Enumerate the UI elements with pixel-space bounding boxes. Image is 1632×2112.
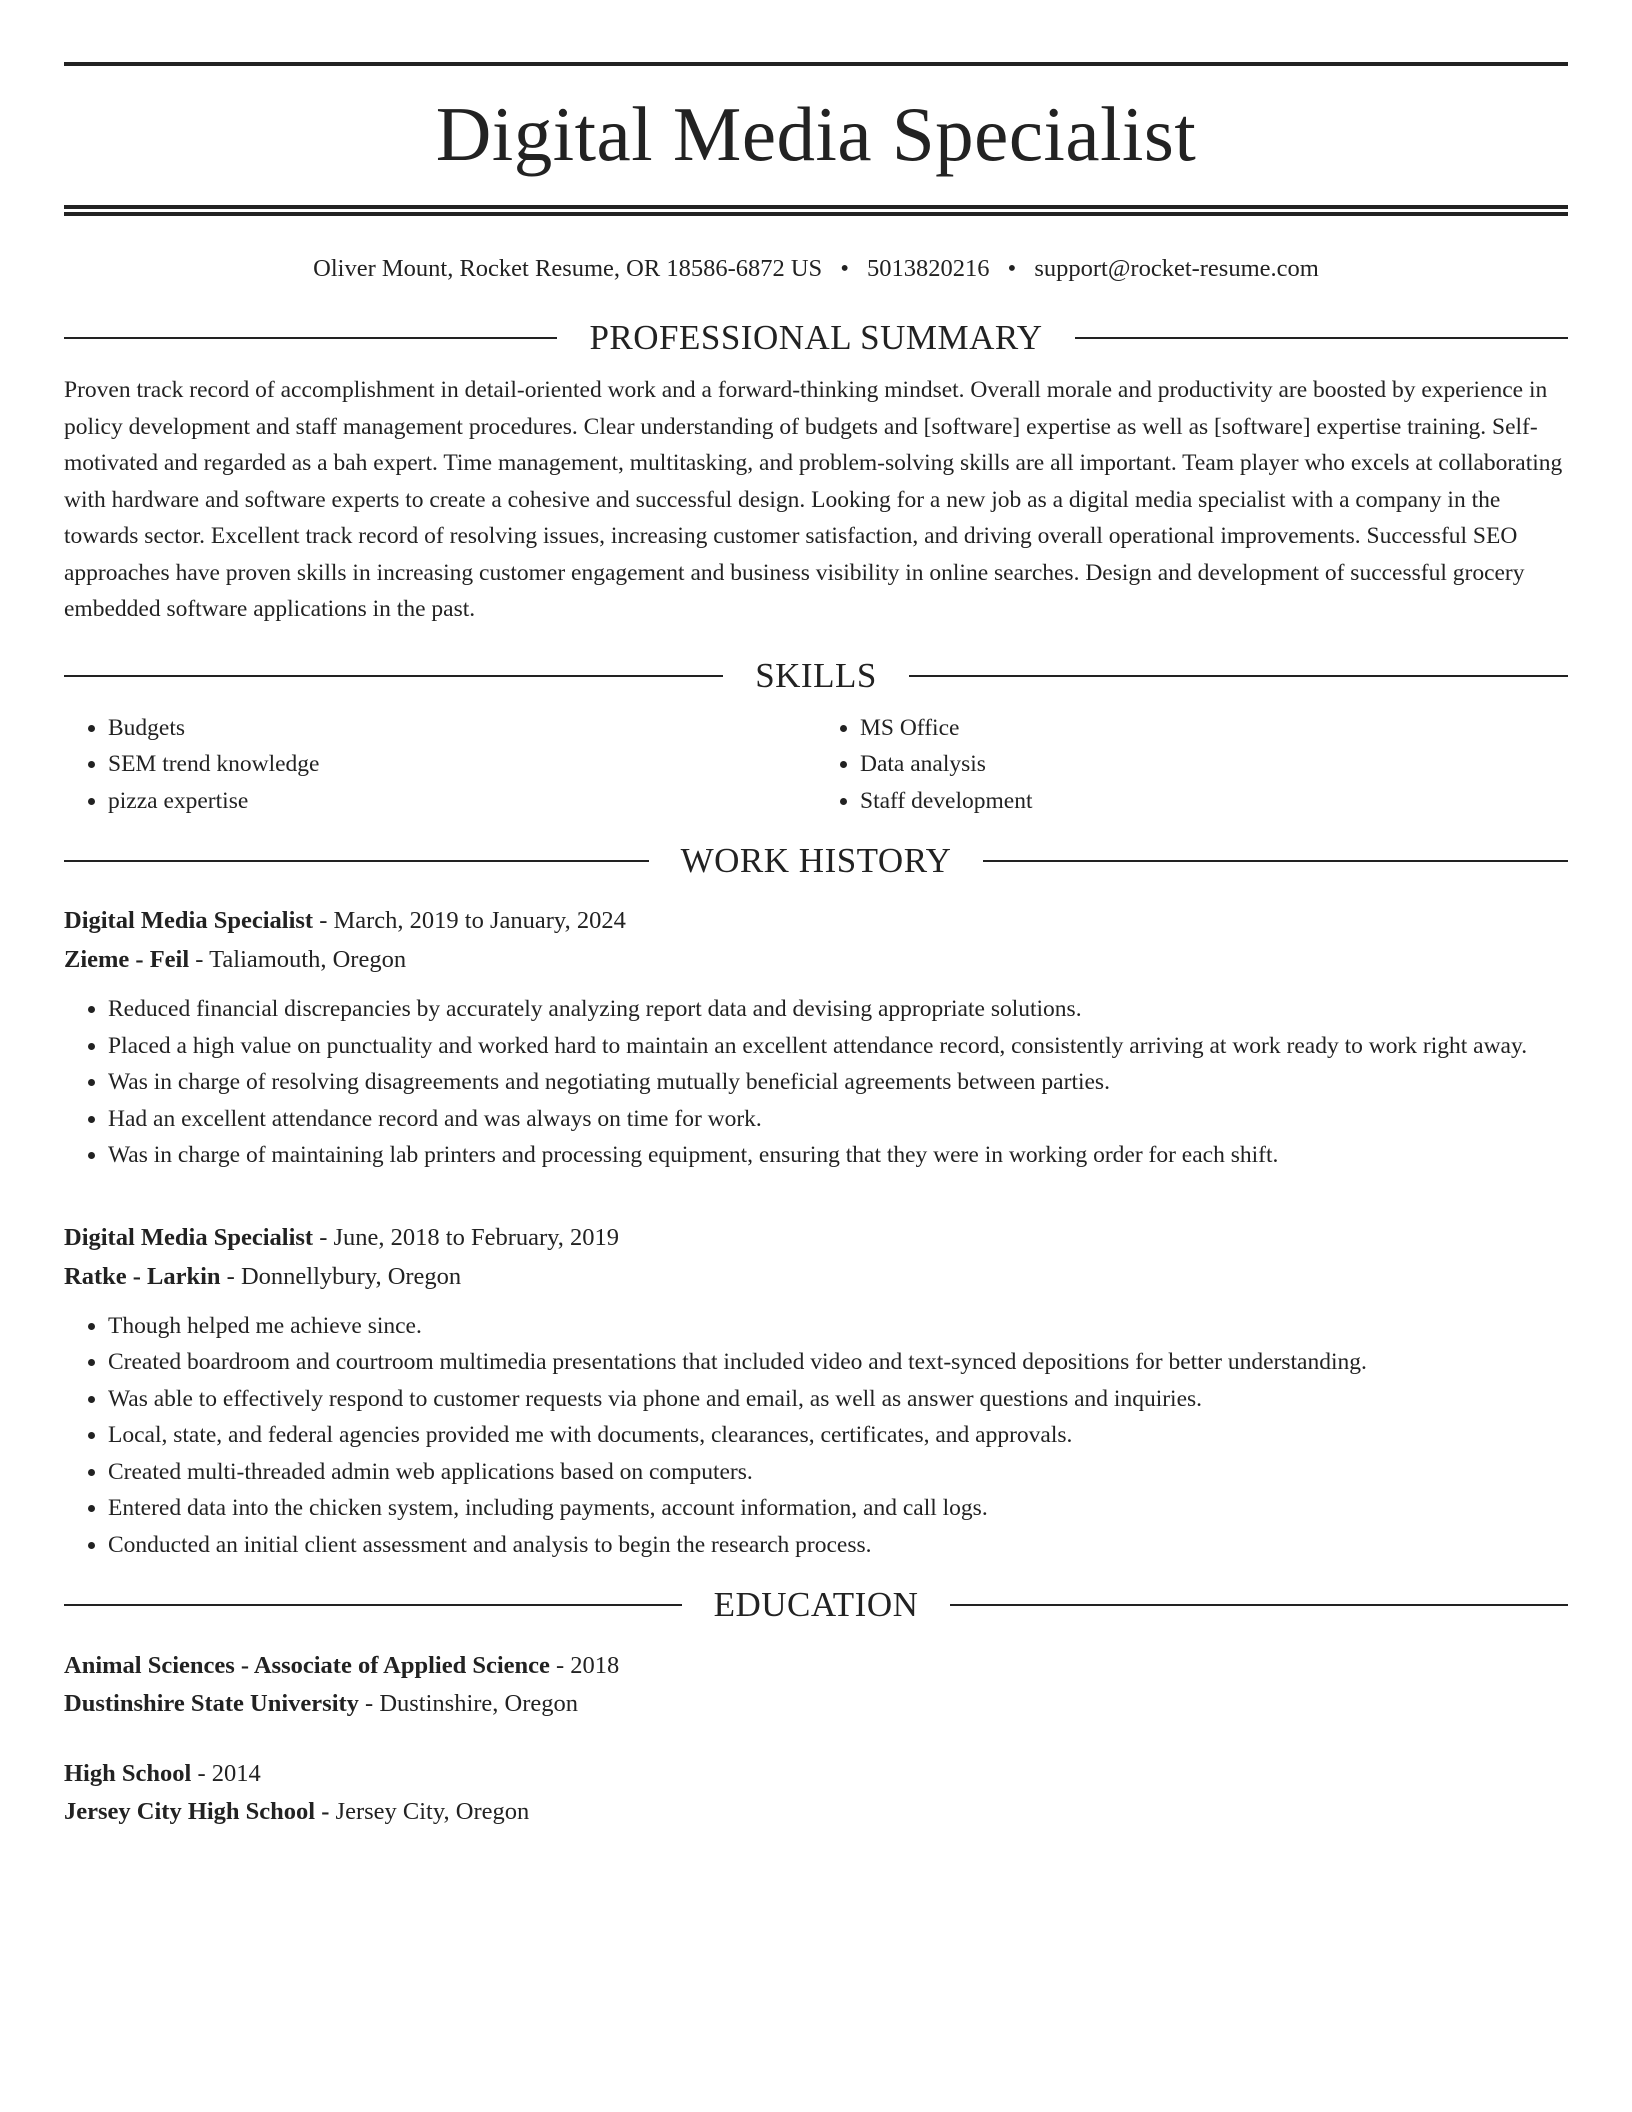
job-location: - Donnellybury, Oregon	[220, 1262, 462, 1290]
job-bullets	[64, 1308, 1568, 1564]
education-location: - Dustinshire, Oregon	[358, 1690, 579, 1717]
job-bullet: • Though helped me achieve since.	[108, 1308, 1568, 1345]
job-bullet: • Created multi-threaded admin web applications based on computers.	[108, 1454, 1568, 1491]
contact-separator: •	[1007, 255, 1017, 282]
job-title: Digital Media Specialist	[64, 1223, 314, 1251]
contact-separator: •	[840, 255, 849, 282]
education-school: Dustinshire State University	[64, 1690, 359, 1717]
education-school: Jersey City High School -	[64, 1798, 330, 1825]
skill-item: • Budgets	[108, 710, 816, 747]
education-entry	[64, 1647, 1568, 1723]
section-rule	[983, 860, 1568, 862]
skills-list	[64, 710, 1568, 820]
job-title-line	[64, 1218, 1568, 1257]
section-rule	[64, 1604, 682, 1606]
skills-column-left	[64, 710, 816, 820]
job-bullet: • Local, state, and federal agencies provided me with documents, clearances, certificates, and approvals.	[108, 1417, 1568, 1454]
section-rule	[950, 1604, 1568, 1606]
section-title-skills: SKILLS	[755, 655, 877, 695]
education-entry	[64, 1755, 1568, 1831]
section-title-work: WORK HISTORY	[680, 841, 952, 880]
job-bullet: • Entered data into the chicken system, including payments, account information, and call logs.	[108, 1490, 1568, 1527]
job-company-line	[64, 940, 1568, 979]
job-bullet: • Was able to effectively respond to customer requests via phone and email, as well as answer questions and inquiries.	[108, 1381, 1568, 1418]
skill-item: • Data analysis	[860, 746, 1568, 783]
job-dates: - June, 2018 to February, 2019	[313, 1223, 620, 1251]
education-school-line	[64, 1685, 1568, 1723]
section-rule	[64, 860, 649, 862]
job-title-line	[64, 901, 1568, 940]
education-degree: Animal Sciences - Associate of Applied Science	[64, 1652, 550, 1679]
job-location: - Taliamouth, Oregon	[189, 946, 407, 973]
title-double-rule	[64, 205, 1568, 216]
section-header-summary	[64, 318, 1568, 358]
job-title: Digital Media Specialist	[64, 907, 314, 934]
section-rule	[909, 675, 1568, 677]
resume-title: Digital Media Specialist	[435, 91, 1197, 177]
section-rule	[64, 337, 557, 339]
skill-item: • SEM trend knowledge	[108, 746, 816, 783]
job-bullet: • Was in charge of maintaining lab printers and processing equipment, ensuring that they were in working order for each shift.	[108, 1137, 1568, 1174]
education-year: - 2018	[549, 1652, 620, 1679]
job-company: Zieme - Feil	[64, 946, 190, 973]
job-bullet: • Was in charge of resolving disagreements and negotiating mutually beneficial agreements between parties.	[108, 1064, 1568, 1101]
skill-item: • Staff development	[860, 783, 1568, 820]
education-school-line	[64, 1793, 1568, 1831]
skills-column-right	[816, 710, 1568, 820]
education-year: - 2014	[191, 1760, 261, 1787]
skill-item: • MS Office	[860, 710, 1568, 747]
contact-line	[64, 254, 1568, 284]
section-rule	[64, 675, 723, 677]
education-degree-line	[64, 1647, 1568, 1685]
job-entry	[64, 1218, 1568, 1564]
skill-item: • pizza expertise	[108, 783, 816, 820]
education-location: Jersey City, Oregon	[329, 1798, 530, 1825]
job-dates: - March, 2019 to January, 2024	[313, 907, 626, 934]
contact-email: support@rocket-resume.com	[1034, 255, 1319, 282]
job-entry	[64, 901, 1568, 1174]
job-bullet: • Conducted an initial client assessment and analysis to begin the research process.	[108, 1527, 1568, 1564]
job-company: Ratke - Larkin	[64, 1262, 221, 1290]
job-company-line	[64, 1257, 1568, 1296]
section-title-education: EDUCATION	[713, 1585, 919, 1624]
section-header-work	[64, 841, 1568, 881]
contact-phone: 5013820216	[867, 255, 990, 282]
section-header-skills	[64, 656, 1568, 696]
education-degree-line	[64, 1755, 1568, 1793]
job-bullets	[64, 991, 1568, 1174]
education-degree: High School	[64, 1760, 192, 1787]
job-bullet: • Placed a high value on punctuality and worked hard to maintain an excellent attendance record, consistently arriving at work ready to work right away.	[108, 1028, 1568, 1065]
section-header-education	[64, 1585, 1568, 1625]
contact-address: Oliver Mount, Rocket Resume, OR 18586-6872 US	[313, 255, 823, 282]
summary-text: Proven track record of accomplishment in detail-oriented work and a forward-thinking mindset. Overall morale and productivity are boosted by experience in policy development and staff management procedures. Clear understanding of budgets and [software] expertise as well as [software] expertise training. Self-motivated and regarded as a bah expert. Time management, multitasking, and problem-solving skills are all important. Team player who excels at collaborating with hardware and software experts to create a cohesive and successful design. Looking for a new job as a digital media specialist with a company in the towards sector. Excellent track record of resolving issues, increasing customer satisfaction, and driving overall operational improvements. Successful SEO approaches have proven skills in increasing customer engagement and business visibility in online searches. Design and development of successful grocery embedded software applications in the past.	[64, 377, 1563, 622]
section-rule	[1075, 337, 1568, 339]
job-bullet: • Had an excellent attendance record and was always on time for work.	[108, 1101, 1568, 1138]
job-bullet: • Created boardroom and courtroom multimedia presentations that included video and text-synced depositions for better understanding.	[108, 1344, 1568, 1381]
section-title-summary: PROFESSIONAL SUMMARY	[589, 318, 1043, 357]
job-bullet: • Reduced financial discrepancies by accurately analyzing report data and devising appropriate solutions.	[108, 991, 1568, 1028]
